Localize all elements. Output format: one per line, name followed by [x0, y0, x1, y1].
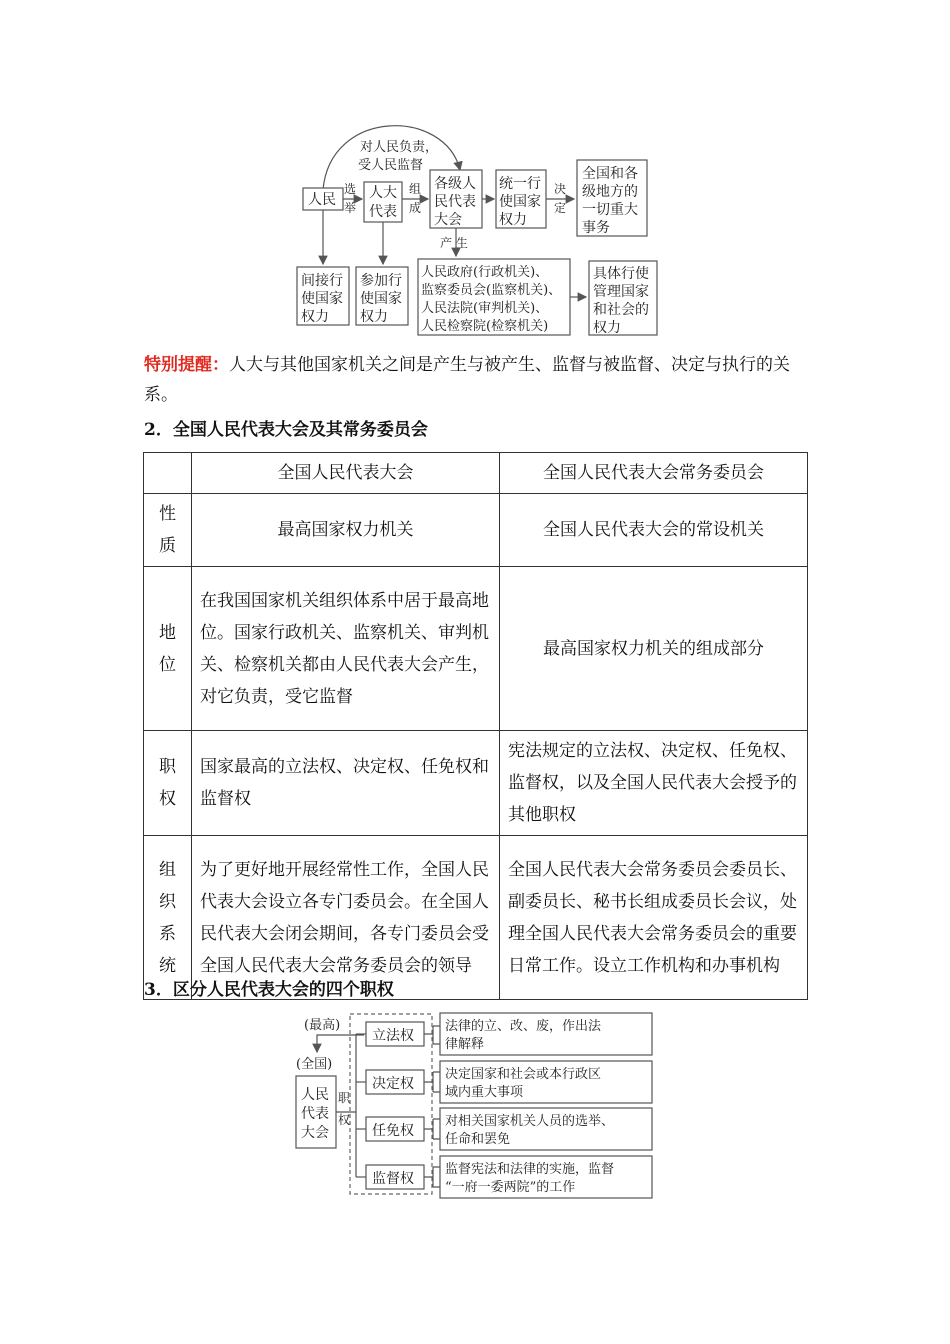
indirect-line1: 间接行	[301, 273, 343, 289]
major-line4: 事务	[582, 220, 610, 236]
indirect-line2: 使国家	[301, 291, 343, 307]
arc-label-line2: 受人民监督	[358, 158, 424, 173]
row-head-char: 权	[159, 789, 176, 809]
reminder-label: 特别提醒：	[144, 355, 229, 375]
organization-npc: 为了更好地开展经常性工作，全国人民代表大会设立各专门委员会。在全国人民代表大会闭会期间，各专门委员会受全国人民代表大会常务委员会的领导	[192, 836, 500, 1000]
elect-char-2: 举	[344, 201, 357, 215]
desc-legislative-line1: 法律的立、改、废，作出法	[445, 1019, 602, 1034]
organs-line1: 人民政府(行政机关)、	[421, 265, 549, 280]
row-head-char: 地	[159, 622, 176, 643]
indirect-line3: 权力	[301, 309, 329, 325]
table-row	[144, 494, 808, 567]
desc-appointment-line1: 对相关国家机关人员的选举、	[445, 1114, 615, 1129]
specific-line2: 管理国家	[593, 284, 649, 300]
power-name-supervision: 监督权	[372, 1171, 414, 1187]
npc-line1: 人民	[301, 1087, 329, 1103]
elect-char-1: 选	[344, 182, 357, 196]
power-name-legislative: 立法权	[372, 1028, 414, 1044]
nature-npc: 最高国家权力机关	[192, 494, 500, 567]
major-line1: 全国和各	[582, 166, 638, 182]
nature-standing: 全国人民代表大会的常设机关	[500, 494, 808, 567]
people-label: 人民	[308, 192, 336, 208]
congress-line2: 民代表	[434, 194, 476, 210]
specific-line1: 具体行使	[593, 266, 649, 282]
desc-decision-line1: 决定国家和社会或本行政区	[445, 1067, 602, 1082]
highest-label: (最高)	[304, 1018, 341, 1033]
compose-char-2: 成	[409, 201, 422, 215]
unified-line2: 使国家	[499, 194, 541, 210]
corner-cell	[144, 453, 192, 494]
major-line3: 一切重大	[582, 202, 638, 218]
desc-legislative-line2: 律解释	[445, 1037, 485, 1052]
highest-arrow	[317, 1035, 364, 1052]
organization-standing: 全国人民代表大会常务委员会委员长、副委员长、秘书长组成委员长会议，处理全国人民代表大会常务委员会的重要日常工作。设立工作机构和办事机构	[500, 836, 808, 1000]
row-head-char: 统	[159, 955, 176, 976]
npc-comparison-table	[143, 452, 808, 1000]
arc-label-line1: 对人民负责，	[360, 140, 439, 155]
row-head-char: 织	[159, 891, 176, 912]
congress-line3: 大会	[434, 212, 462, 228]
desc-supervision-line1: 监督宪法和法律的实施，监督	[445, 1162, 615, 1177]
major-line2: 级地方的	[582, 184, 638, 200]
table-row	[144, 567, 808, 731]
row-head-status	[144, 567, 192, 731]
compose-char-1: 组	[409, 182, 422, 196]
column-header-npc: 全国人民代表大会	[192, 453, 500, 494]
row-head-organization	[144, 836, 192, 1000]
section2-title: 2．全国人民代表大会及其常务委员会	[144, 420, 428, 440]
unified-line3: 权力	[499, 212, 527, 228]
powers-standing: 宪法规定的立法权、决定权、任免权、监督权，以及全国人民代表大会授予的其他职权	[500, 731, 808, 836]
npc-line2: 代表	[301, 1106, 329, 1122]
produce-label: 产 生	[440, 236, 468, 250]
table-row	[144, 836, 808, 1000]
npc-line3: 大会	[301, 1125, 329, 1141]
participate-line3: 权力	[360, 309, 388, 325]
decide-char-1: 决	[554, 182, 567, 196]
row-head-char: 性	[159, 504, 176, 524]
powers-label-1: 职	[338, 1091, 351, 1105]
brace-legislative	[424, 1026, 440, 1044]
special-reminder	[144, 350, 810, 410]
row-head-nature	[144, 494, 192, 567]
participate-line1: 参加行	[360, 273, 402, 289]
status-npc: 在我国国家机关组织体系中居于最高地位。国家行政机关、监察机关、审判机关、检察机关都由人民代表大会产生，对它负责，受它监督	[192, 567, 500, 731]
organs-line3: 人民法院(审判机关)、	[421, 301, 549, 316]
row-head-powers	[144, 731, 192, 836]
power-name-decision: 决定权	[372, 1076, 414, 1092]
desc-decision-line2: 域内重大事项	[445, 1085, 524, 1100]
deputies-line2: 代表	[369, 204, 397, 220]
four-powers-diagram	[0, 1000, 950, 1210]
decide-char-2: 定	[554, 201, 567, 215]
participate-line2: 使国家	[360, 291, 402, 307]
specific-line3: 和社会的	[593, 302, 649, 318]
row-head-char: 职	[159, 757, 176, 777]
desc-supervision-line2: “一府一委两院”的工作	[445, 1180, 576, 1195]
congress-line1: 各级人	[434, 176, 476, 192]
powers-npc: 国家最高的立法权、决定权、任免权和监督权	[192, 731, 500, 836]
table-row	[144, 731, 808, 836]
unified-line1: 统一行	[499, 176, 541, 192]
national-label: (全国)	[296, 1057, 333, 1072]
desc-appointment-line2: 任命和罢免	[445, 1132, 511, 1147]
row-head-char: 系	[159, 923, 176, 944]
specific-line4: 权力	[593, 320, 621, 336]
column-header-standing: 全国人民代表大会常务委员会	[500, 453, 808, 494]
organs-line2: 监察委员会(监察机关)、	[421, 283, 562, 298]
row-head-char: 质	[159, 536, 176, 556]
power-flow-diagram	[0, 0, 950, 340]
table-header-row	[144, 453, 808, 494]
powers-label-2: 权	[338, 1113, 351, 1127]
power-name-appointment: 任免权	[372, 1123, 414, 1139]
status-standing: 最高国家权力机关的组成部分	[500, 567, 808, 731]
deputies-line1: 人大	[369, 185, 397, 201]
organs-line4: 人民检察院(检察机关)	[421, 319, 549, 334]
row-head-char: 组	[159, 859, 176, 880]
section3-title: 3．区分人民代表大会的四个职权	[144, 980, 394, 1000]
reminder-text: 人大与其他国家机关之间是产生与被产生、监督与被监督、决定与执行的关系。	[144, 355, 790, 405]
row-head-char: 位	[159, 654, 176, 675]
